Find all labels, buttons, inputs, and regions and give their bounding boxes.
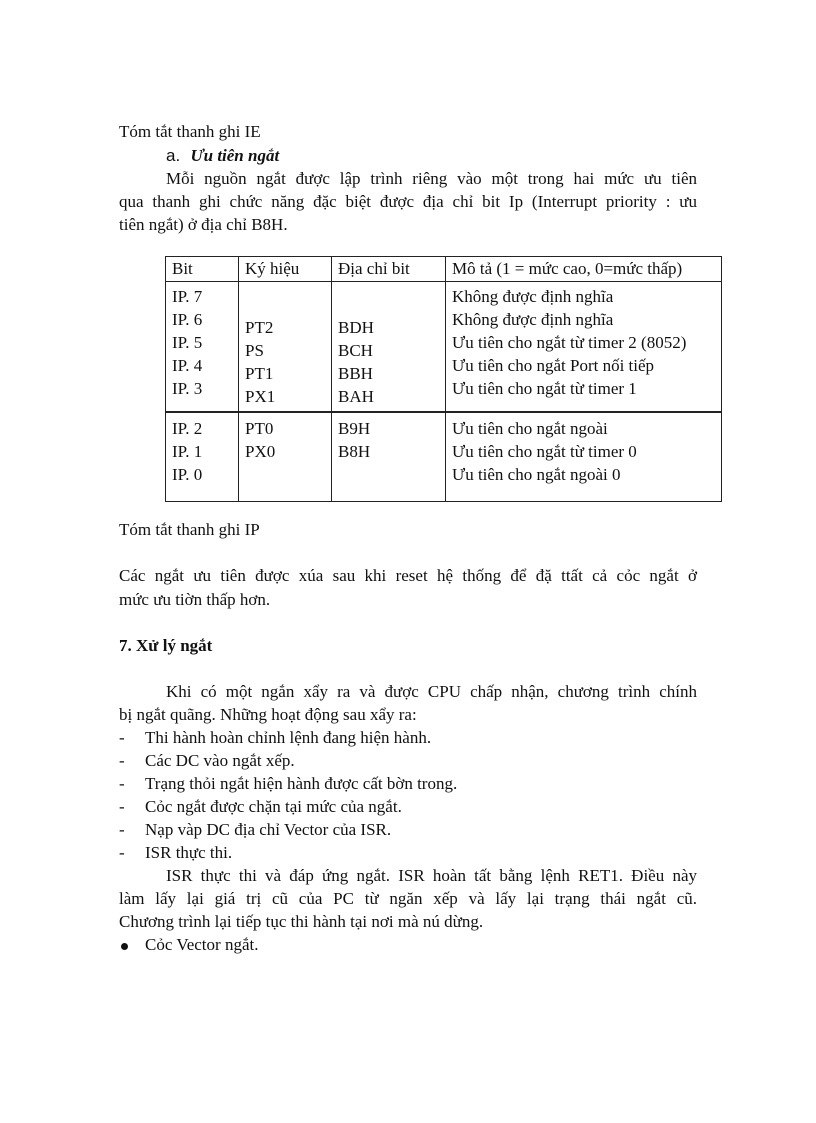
- address-bdh: BDH: [338, 318, 374, 337]
- desc-ip2: Ưu tiên cho ngắt ngoài: [452, 419, 608, 438]
- desc-ip3: Ưu tiên cho ngắt từ timer 1: [452, 379, 637, 398]
- table-row-group-1: [166, 282, 722, 413]
- section-a-heading: [166, 146, 279, 166]
- reset-line-2: mức ưu tiờn thấp hơn.: [119, 590, 271, 609]
- bit-ip5: IP. 5: [172, 333, 203, 352]
- step-dash: -: [119, 797, 125, 816]
- address-b8h: B8H: [338, 442, 371, 461]
- step-3: Trạng thỏi ngắt hiện hành được cất bờn trong.: [145, 774, 458, 793]
- symbol-pt2: PT2: [245, 318, 274, 337]
- step-dash: -: [119, 728, 125, 747]
- bit-ip7: IP. 7: [172, 287, 203, 306]
- step-1: Thi hành hoàn chỉnh lệnh đang hiện hành.: [145, 728, 432, 747]
- bits-cell-2: [166, 412, 239, 502]
- ip-register-caption: Tóm tắt thanh ghi IP: [119, 520, 260, 539]
- bit-ip3: IP. 3: [172, 379, 203, 398]
- step-6: ISR thực thi.: [145, 843, 233, 862]
- step-dash: -: [119, 774, 125, 793]
- header-description: Mô tả (1 = mức cao, 0=mức thấp): [446, 257, 722, 282]
- table-row-group-2: [166, 412, 722, 502]
- step-dash: -: [119, 751, 125, 770]
- step-5: Nạp vàp DC địa chỉ Vector của ISR.: [145, 820, 392, 839]
- bit-ip6: IP. 6: [172, 310, 203, 329]
- symbol-pt0: PT0: [245, 419, 274, 438]
- bit-ip4: IP. 4: [172, 356, 203, 375]
- descriptions-cell-2: [446, 412, 722, 502]
- vector-bullet: Cỏc Vector ngắt.: [145, 935, 259, 954]
- symbol-px0: PX0: [245, 442, 276, 461]
- desc-ip4: Ưu tiên cho ngắt Port nối tiếp: [452, 356, 655, 375]
- addresses-cell: [332, 282, 446, 413]
- bits-cell: [166, 282, 239, 413]
- process-line-1: Khi có một ngắn xẩy ra và được CPU chấp nhận, chương trình chính: [166, 682, 697, 701]
- address-b9h: B9H: [338, 419, 371, 438]
- step-2: Các DC vào ngắt xếp.: [145, 751, 295, 770]
- descriptions-cell: [446, 282, 722, 413]
- desc-ip1: Ưu tiên cho ngắt từ timer 0: [452, 442, 637, 461]
- section-7-heading: 7. Xử lý ngắt: [119, 636, 213, 655]
- section-a-title: Ưu tiên ngắt: [190, 146, 280, 165]
- bit-ip2: IP. 2: [172, 419, 203, 438]
- symbol-pt1: PT1: [245, 364, 274, 383]
- intro-line-2: qua thanh ghi chức năng đặc biệt được địa chỉ bit Ip (Interrupt priority : ưu: [119, 192, 697, 211]
- step-4: Cỏc ngắt được chặn tại mức của ngắt.: [145, 797, 402, 816]
- bit-ip1: IP. 1: [172, 442, 203, 461]
- bit-ip0: IP. 0: [172, 465, 203, 484]
- address-bbh: BBH: [338, 364, 373, 383]
- desc-ip7: Không được định nghĩa: [452, 287, 614, 306]
- reset-line-1: Các ngắt ưu tiên được xúa sau khi reset hệ thống để đặ ttất cả cỏc ngắt ở: [119, 566, 697, 585]
- desc-ip0: Ưu tiên cho ngắt ngoài 0: [452, 465, 621, 484]
- bullet-dot-icon: [121, 943, 128, 950]
- isr-line-1: ISR thực thi và đáp ứng ngắt. ISR hoàn tất bằng lệnh RET1. Điều này: [166, 866, 697, 885]
- process-line-2: bị ngắt quãng. Những hoạt động sau xẩy ra:: [119, 705, 417, 724]
- address-bah: BAH: [338, 387, 374, 406]
- table-header-row: [166, 257, 722, 282]
- intro-line-1: Mỗi nguồn ngắt được lập trình riêng vào một trong hai mức ưu tiên: [166, 169, 697, 188]
- header-symbol: Ký hiệu: [239, 257, 332, 282]
- address-bch: BCH: [338, 341, 373, 360]
- symbol-ps: PS: [245, 341, 264, 360]
- intro-line-3: tiên ngắt) ở địa chỉ B8H.: [119, 215, 288, 234]
- isr-line-3: Chương trình lại tiếp tục thi hành tại nơi mà nú dừng.: [119, 912, 484, 931]
- ip-register-table: [165, 256, 722, 502]
- ie-register-caption: Tóm tắt thanh ghi IE: [119, 122, 261, 141]
- step-dash: -: [119, 820, 125, 839]
- symbols-cell-2: [239, 412, 332, 502]
- header-bit: Bit: [166, 257, 239, 282]
- desc-ip5: Ưu tiên cho ngắt từ timer 2 (8052): [452, 333, 687, 352]
- step-dash: -: [119, 843, 125, 862]
- addresses-cell-2: [332, 412, 446, 502]
- isr-line-2: làm lấy lại giá trị cũ của PC từ ngăn xếp và lấy lại trạng thái ngắt cũ.: [119, 889, 697, 908]
- section-a-marker: a.: [166, 146, 181, 165]
- desc-ip6: Không được định nghĩa: [452, 310, 614, 329]
- symbols-cell: [239, 282, 332, 413]
- header-bit-address: Địa chỉ bit: [332, 257, 446, 282]
- symbol-px1: PX1: [245, 387, 276, 406]
